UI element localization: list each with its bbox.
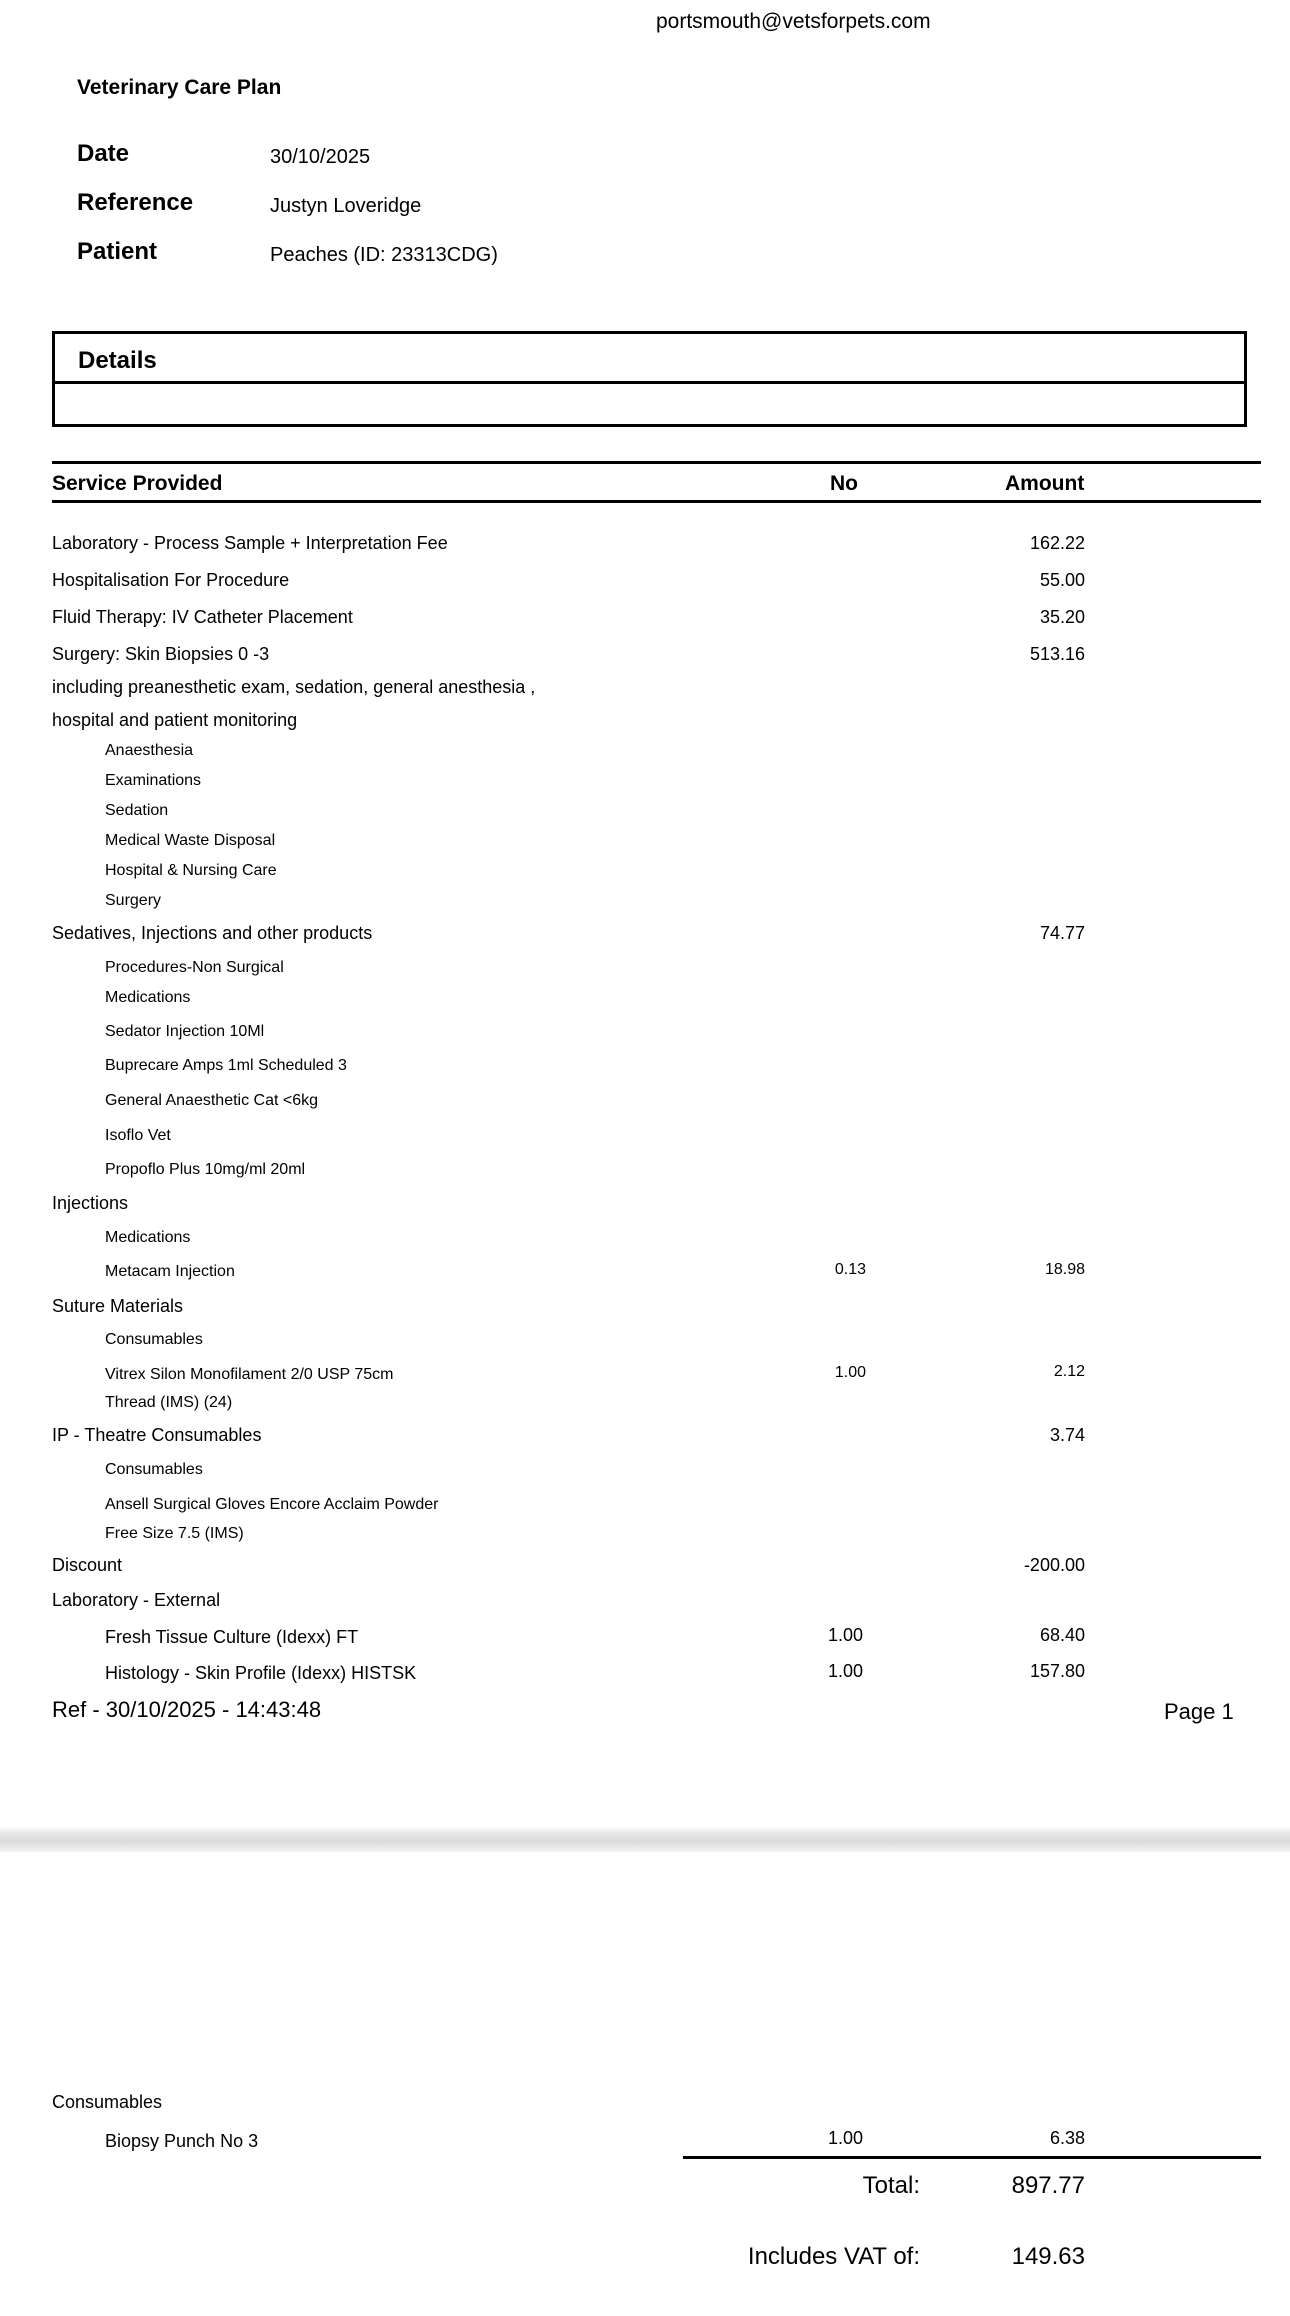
sub-item: Metacam Injection	[105, 1263, 235, 1280]
line-item-service: Fluid Therapy: IV Catheter Placement	[52, 607, 353, 627]
sub-item: Free Size 7.5 (IMS)	[105, 1525, 244, 1542]
sub-item: Medical Waste Disposal	[105, 832, 276, 849]
line-item-description: hospital and patient monitoring	[52, 710, 298, 730]
line-item-amount: 513.16	[1029, 644, 1085, 664]
table-header-top-rule	[52, 461, 1261, 464]
line-item-amount: 6.38	[1049, 2128, 1085, 2148]
sub-item: Medications	[105, 989, 191, 1006]
sub-item: Histology - Skin Profile (Idexx) HISTSK	[105, 1663, 417, 1683]
total-label: Total:	[862, 2172, 920, 2199]
column-header-service: Service Provided	[52, 472, 223, 495]
details-box	[52, 331, 1247, 427]
line-item-description: including preanesthetic exam, sedation, general anesthesia ,	[52, 677, 536, 697]
line-item-service: Hospitalisation For Procedure	[52, 570, 290, 590]
sub-item: Fresh Tissue Culture (Idexx) FT	[105, 1627, 359, 1647]
patient-label: Patient	[77, 238, 158, 265]
line-item-service: IP - Theatre Consumables	[52, 1425, 262, 1445]
column-header-amount: Amount	[1005, 472, 1085, 495]
sub-item: Examinations	[105, 772, 202, 789]
sub-item: Anaesthesia	[105, 742, 194, 759]
sub-item: Procedures-Non Surgical	[105, 959, 284, 976]
line-item-amount: 68.40	[1039, 1625, 1085, 1645]
line-item-amount: -200.00	[1023, 1555, 1085, 1575]
sub-item: General Anaesthetic Cat <6kg	[105, 1092, 319, 1109]
line-item-service: Injections	[52, 1193, 129, 1213]
line-item-service: Surgery: Skin Biopsies 0 -3	[52, 644, 270, 664]
footer-reference: Ref - 30/10/2025 - 14:43:48	[52, 1697, 322, 1722]
date-label: Date	[77, 140, 130, 167]
line-item-service: Suture Materials	[52, 1296, 184, 1316]
line-item-no: 1.00	[827, 1625, 863, 1645]
vat-label: Includes VAT of:	[747, 2243, 920, 2270]
patient-value: Peaches (ID: 23313CDG)	[270, 244, 498, 266]
sub-item: Vitrex Silon Monofilament 2/0 USP 75cm	[105, 1366, 394, 1383]
sub-item: Sedator Injection 10Ml	[105, 1023, 265, 1040]
sub-item: Sedation	[105, 802, 169, 819]
sub-item: Hospital & Nursing Care	[105, 862, 277, 879]
sub-item: Consumables	[105, 1461, 203, 1478]
line-item-amount: 55.00	[1039, 570, 1085, 590]
sub-item: Biopsy Punch No 3	[105, 2131, 259, 2151]
line-item-service: Laboratory - Process Sample + Interpretation Fee	[52, 533, 448, 553]
document-title: Veterinary Care Plan	[77, 76, 282, 99]
line-item-no: 1.00	[834, 1364, 866, 1381]
reference-label: Reference	[77, 189, 194, 216]
sub-item: Isoflo Vet	[105, 1127, 171, 1144]
line-item-service: Sedatives, Injections and other products	[52, 923, 373, 943]
page-number: Page 1	[1164, 1699, 1234, 1724]
details-title: Details	[78, 347, 157, 374]
line-item-amount: 162.22	[1029, 533, 1085, 553]
line-item-service: Discount	[52, 1555, 123, 1575]
line-item-amount: 2.12	[1053, 1363, 1085, 1380]
reference-value: Justyn Loveridge	[270, 195, 422, 217]
vat-value: 149.63	[1011, 2243, 1085, 2270]
line-item-amount: 18.98	[1044, 1261, 1085, 1278]
line-item-no: 0.13	[834, 1261, 866, 1278]
sub-item: Ansell Surgical Gloves Encore Acclaim Powder	[105, 1496, 439, 1513]
sub-item: Buprecare Amps 1ml Scheduled 3	[105, 1057, 347, 1074]
line-item-no: 1.00	[827, 1661, 863, 1681]
line-item-amount: 74.77	[1039, 923, 1085, 943]
details-divider	[55, 381, 1244, 384]
sub-item: Thread (IMS) (24)	[105, 1394, 233, 1411]
line-item-service: Laboratory - External	[52, 1590, 221, 1610]
line-item-amount: 157.80	[1029, 1661, 1085, 1681]
sub-item: Consumables	[105, 1331, 203, 1348]
line-item-amount: 3.74	[1049, 1425, 1085, 1445]
date-value: 30/10/2025	[270, 146, 371, 168]
clinic-email: portsmouth@vetsforpets.com	[656, 10, 931, 33]
sub-item: Medications	[105, 1229, 191, 1246]
table-header-bottom-rule	[52, 500, 1261, 503]
sub-item: Surgery	[105, 892, 162, 909]
line-item-service: Consumables	[52, 2092, 163, 2112]
line-item-amount: 35.20	[1039, 607, 1085, 627]
sub-item: Propoflo Plus 10mg/ml 20ml	[105, 1161, 306, 1178]
total-value: 897.77	[1011, 2172, 1085, 2199]
line-item-no: 1.00	[827, 2128, 863, 2148]
page-break	[0, 1826, 1290, 1852]
totals-rule	[683, 2156, 1261, 2159]
column-header-no: No	[830, 472, 858, 495]
